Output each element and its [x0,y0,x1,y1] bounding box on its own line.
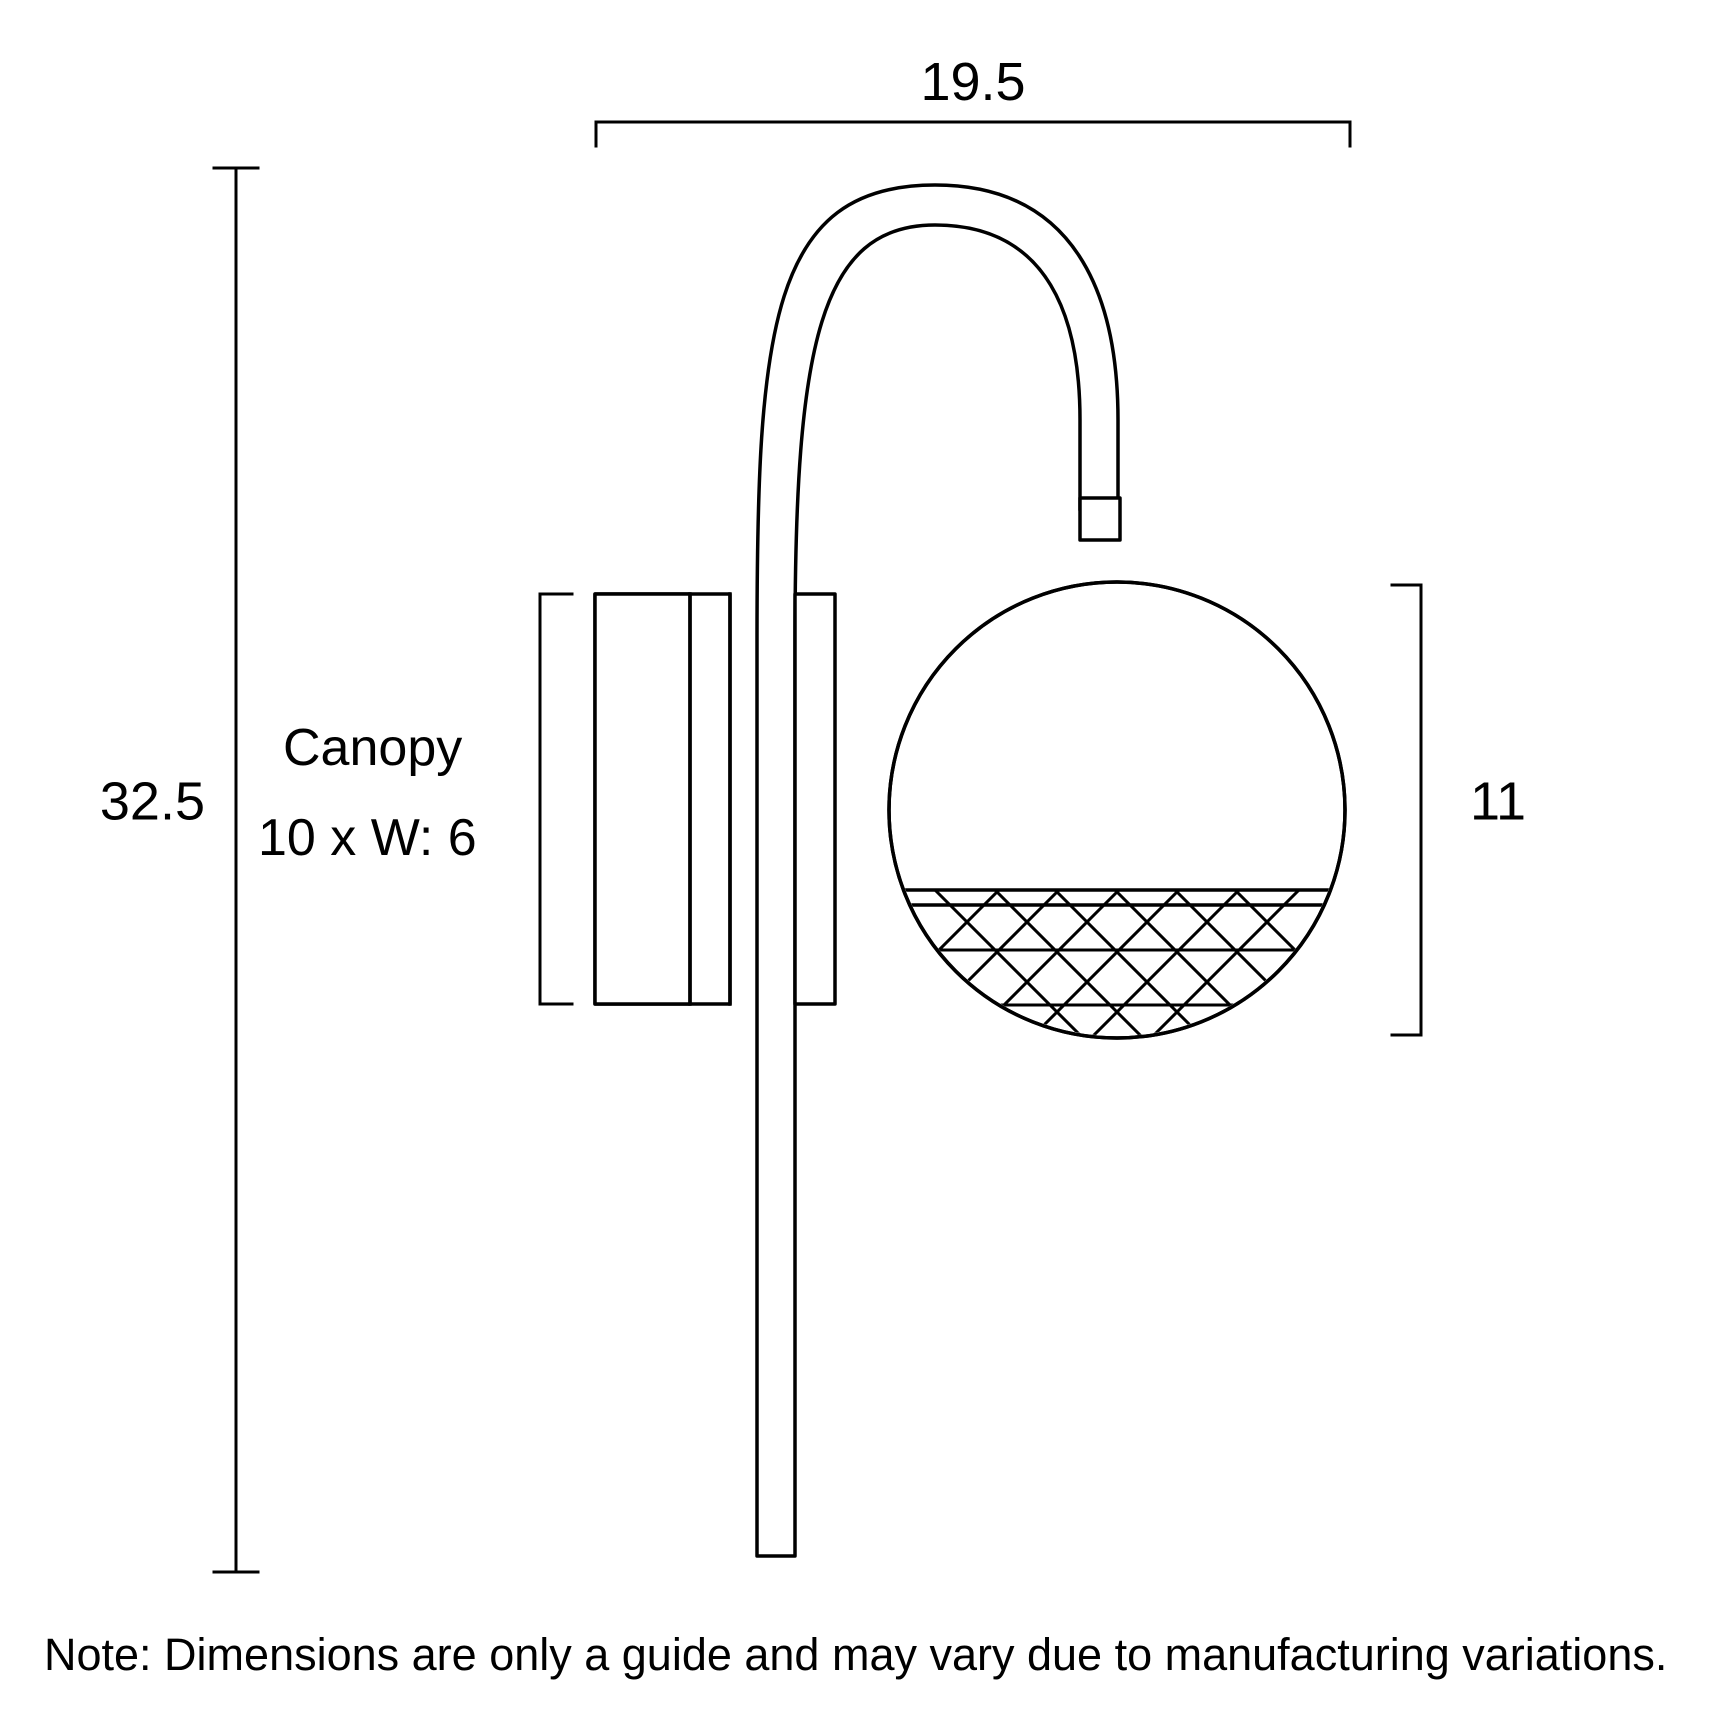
canopy-dimension [540,594,572,1004]
canopy-spec-label: 10 x W: 6 [258,809,477,867]
shade-diameter-dimension [1392,585,1526,1035]
canopy-right-section [795,594,835,1004]
globe-connector [1080,498,1120,540]
product-outline [595,185,1390,1556]
canopy-label-group [258,719,477,867]
canopy-label: Canopy [283,719,463,777]
dimensions-note: Note: Dimensions are only a guide and may vary due to manufacturing variations. [44,1629,1668,1680]
globe-shade [889,582,1345,1038]
height-dimension-label: 32.5 [99,771,205,832]
width-dimension-label: 19.5 [920,52,1026,112]
width-dimension [596,52,1350,146]
shade-diameter-label: 11 [1470,771,1527,832]
canopy-body [595,594,690,1004]
height-dimension [100,168,258,1572]
